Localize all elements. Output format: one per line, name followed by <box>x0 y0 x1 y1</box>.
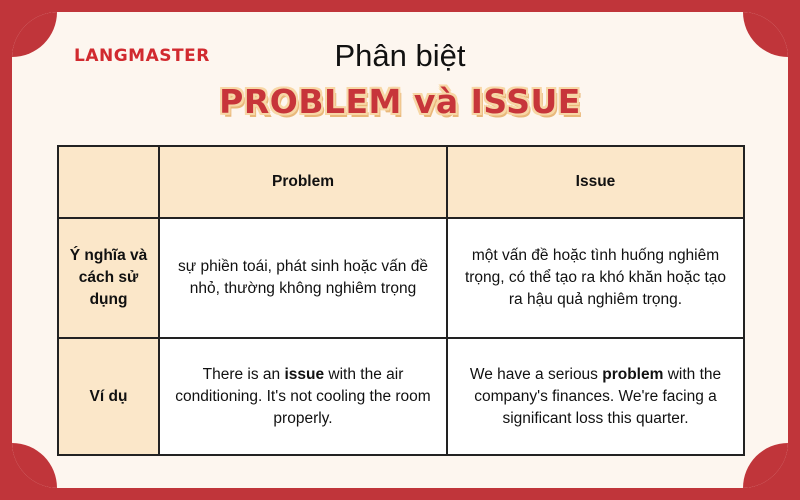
header-cell-empty <box>58 146 159 218</box>
example-keyword: problem <box>602 365 664 383</box>
example-text-before: There is an <box>202 365 285 383</box>
table-row-meaning <box>58 218 744 338</box>
comparison-table <box>57 145 745 456</box>
corner-cutout-bottom-right <box>743 443 788 488</box>
infographic-card <box>12 12 788 488</box>
example-text-after: with the company's finances. We're facing a significant loss this quarter. <box>474 365 722 427</box>
cell-problem-meaning: sự phiền toái, phát sinh hoặc vấn đề nhỏ, thường không nghiêm trọng <box>159 218 447 338</box>
row-label-example: Ví dụ <box>58 338 159 455</box>
row-label-meaning: Ý nghĩa và cách sử dụng <box>58 218 159 338</box>
header-cell-problem: Problem <box>159 146 447 218</box>
brand-logo: LANGMASTER <box>74 46 210 66</box>
cell-problem-example <box>159 338 447 455</box>
example-keyword: issue <box>284 365 325 383</box>
example-text-before: We have a serious <box>469 365 603 383</box>
table-row-example <box>58 338 744 455</box>
example-text-after: with the air conditioning. It's not cooling the room properly. <box>175 365 431 427</box>
header-cell-issue: Issue <box>447 146 744 218</box>
cell-issue-meaning: một vấn đề hoặc tình huống nghiêm trọng, có thể tạo ra khó khăn hoặc tạo ra hậu quả nghiêm trọng. <box>447 218 744 338</box>
page-subtitle: Phân biệt <box>334 38 466 73</box>
page-title: PROBLEM và ISSUE <box>219 82 581 121</box>
table-header-row <box>58 146 744 218</box>
corner-cutout-bottom-left <box>12 443 57 488</box>
cell-issue-example <box>447 338 744 455</box>
